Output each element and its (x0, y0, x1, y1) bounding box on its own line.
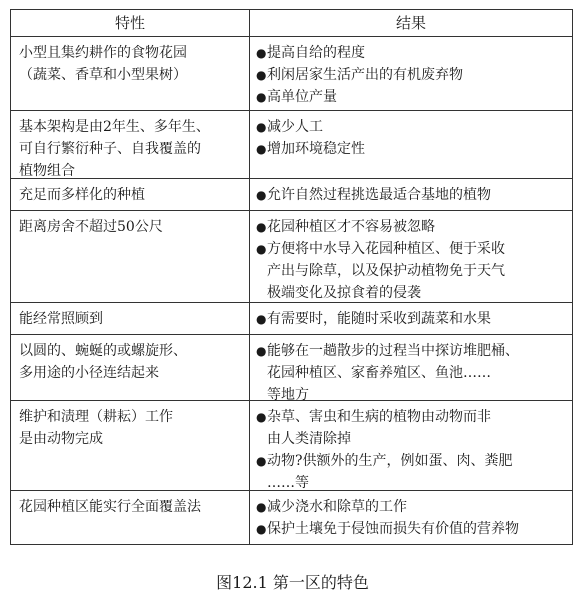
result-line: 动物?供额外的生产，例如蛋、肉、粪肥 (267, 453, 513, 469)
result-item (256, 308, 566, 330)
result-cell (250, 37, 572, 110)
result-line: 等地方 (267, 387, 309, 403)
bullet-icon: ● (256, 90, 267, 104)
feature-line: 基本架构是由2年生、多年生、 (19, 119, 210, 135)
result-text (267, 518, 566, 540)
result-cell (250, 211, 572, 302)
result-text (267, 138, 566, 160)
feature-line: 能经常照顾到 (19, 311, 103, 327)
result-line: 极端变化及掠食着的侵袭 (267, 285, 421, 301)
feature-line: 多用途的小径连结起来 (19, 365, 159, 381)
feature-line: 植物组合 (19, 163, 75, 179)
bullet-icon: ● (256, 312, 267, 326)
result-line: 增加环境稳定性 (267, 141, 365, 157)
table-row (11, 36, 572, 110)
result-item (256, 238, 566, 304)
feature-cell (11, 303, 250, 334)
result-text (267, 42, 566, 64)
result-text (267, 216, 566, 238)
result-cell (250, 111, 572, 178)
feature-cell (11, 111, 250, 178)
result-line: 提高自给的程度 (267, 45, 365, 61)
result-line: 保护土壤免于侵蚀而损失有价值的营养物 (267, 521, 519, 537)
feature-cell (11, 179, 250, 210)
result-line: 由人类清除掉 (267, 431, 351, 447)
result-line: 减少人工 (267, 119, 323, 135)
bullet-icon: ● (256, 220, 267, 234)
bullet-icon: ● (256, 454, 267, 468)
result-item (256, 138, 566, 160)
result-text (267, 116, 566, 138)
result-line: ……等 (267, 475, 309, 491)
result-text (267, 238, 566, 304)
table-row (11, 490, 572, 544)
result-cell (250, 491, 572, 544)
bullet-icon: ● (256, 46, 267, 60)
bullet-icon: ● (256, 522, 267, 536)
result-line: 产出与除草，以及保护动植物免于天气 (267, 263, 505, 279)
table-header-row (11, 10, 572, 36)
result-line: 高单位产量 (267, 89, 337, 105)
result-cell (250, 335, 572, 403)
result-line: 能够在一趟散步的过程当中探访堆肥桶、 (267, 343, 519, 359)
table-row (11, 178, 572, 210)
result-line: 利闲居家生活产出的有机废弃物 (267, 67, 463, 83)
bullet-icon: ● (256, 68, 267, 82)
bullet-icon: ● (256, 242, 267, 256)
result-item (256, 86, 566, 108)
feature-line: 充足而多样化的种植 (19, 187, 145, 203)
result-line: 花园种植区才不容易被忽略 (267, 219, 435, 235)
figure-caption: 图12.1 第一区的特色 (216, 573, 369, 592)
feature-cell (11, 335, 250, 400)
result-item (256, 116, 566, 138)
feature-cell (11, 37, 250, 110)
result-item (256, 216, 566, 238)
table-row (11, 302, 572, 334)
result-item (256, 42, 566, 64)
bullet-icon: ● (256, 344, 267, 358)
feature-line: 是由动物完成 (19, 431, 103, 447)
result-line: 方便将中水导入花园种植区、便于采收 (267, 241, 505, 257)
feature-line: （蔬菜、香草和小型果树） (19, 67, 187, 83)
result-line: 杂草、害虫和生病的植物由动物而非 (267, 409, 491, 425)
table-row (11, 210, 572, 302)
feature-line: 小型且集约耕作的食物花园 (19, 45, 187, 61)
result-text (267, 450, 566, 494)
bullet-icon: ● (256, 188, 267, 202)
bullet-icon: ● (256, 142, 267, 156)
result-cell (250, 303, 572, 334)
result-cell (250, 179, 572, 210)
feature-line: 距离房舍不超过50公尺 (19, 219, 163, 235)
result-item (256, 184, 566, 206)
result-cell (250, 401, 572, 490)
table-row (11, 334, 572, 403)
result-line: 允许自然过程挑选最适合基地的植物 (267, 187, 491, 203)
feature-cell (11, 401, 250, 490)
result-text (267, 184, 566, 206)
result-text (267, 86, 566, 108)
result-item (256, 340, 566, 406)
result-item (256, 450, 566, 494)
table-row (11, 110, 572, 178)
feature-line: 可自行繁衍种子、自我覆盖的 (19, 141, 201, 157)
result-text (267, 496, 566, 518)
result-item (256, 496, 566, 518)
result-line: 花园种植区、家畜养殖区、鱼池…… (267, 365, 491, 381)
result-text (267, 308, 566, 330)
feature-cell (11, 211, 250, 302)
result-item (256, 406, 566, 450)
bullet-icon: ● (256, 500, 267, 514)
feature-cell (11, 491, 250, 544)
feature-line: 花园种植区能实行全面覆盖法 (19, 499, 201, 515)
bullet-icon: ● (256, 120, 267, 134)
result-line: 有需要时，能随时采收到蔬菜和水果 (267, 311, 491, 327)
features-table (10, 9, 573, 545)
header-result: 结果 (395, 14, 426, 32)
result-line: 减少浇水和除草的工作 (267, 499, 407, 515)
feature-line: 以圆的、蜿蜒的或螺旋形、 (19, 343, 187, 359)
header-feature: 特性 (11, 10, 250, 36)
result-text (267, 340, 566, 406)
table-row (11, 400, 572, 490)
result-item (256, 518, 566, 540)
result-text (267, 406, 566, 450)
result-text (267, 64, 566, 86)
result-item (256, 64, 566, 86)
feature-line: 维护和渍理（耕耘）工作 (19, 409, 173, 425)
bullet-icon: ● (256, 410, 267, 424)
